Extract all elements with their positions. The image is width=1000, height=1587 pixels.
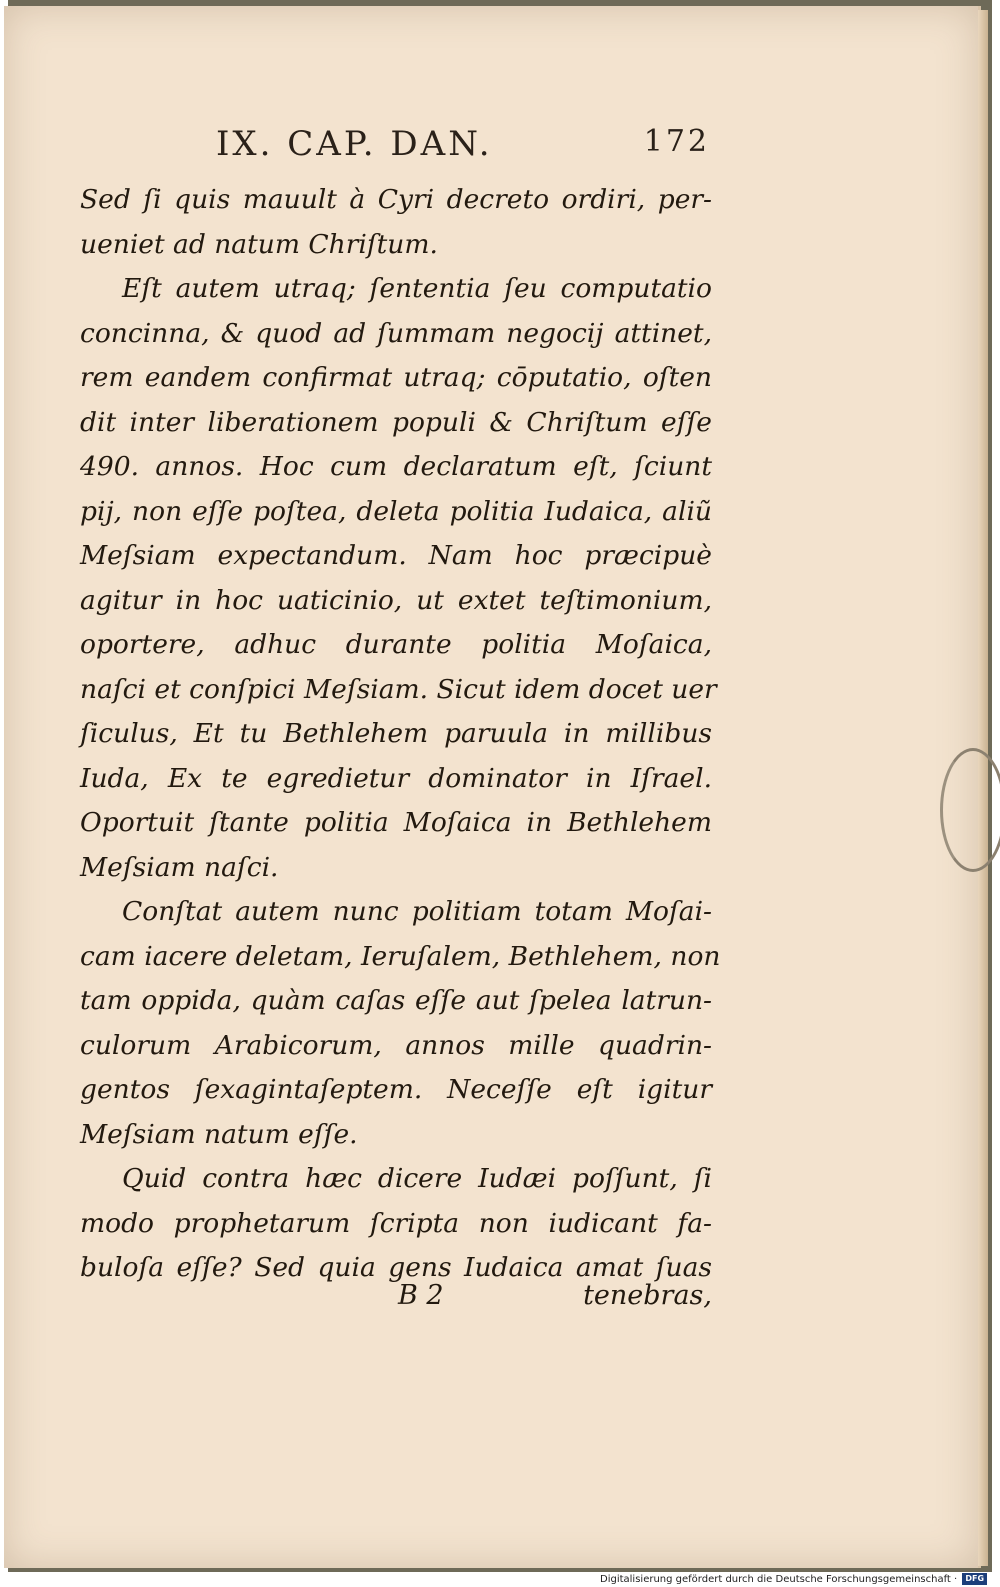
text-line: buloſa eſſe? Sed quia gens Iudaica amat ſuas [80, 1252, 712, 1283]
text-line: Meſsiam naſci. [80, 851, 279, 883]
running-head [80, 124, 710, 174]
text-line: Meſsiam natum eſſe. [80, 1118, 358, 1150]
text-line: Sed ſi quis mauult à Cyri decreto ordiri, per- [80, 184, 712, 215]
text-line: agitur in hoc uaticinio, ut extet teſtimonium, [80, 584, 712, 616]
book-clasp [940, 748, 1000, 872]
body-text [80, 178, 721, 1291]
catchword: tenebras, [583, 1280, 712, 1311]
folio-number: 172 [643, 124, 710, 159]
text-line: Quid contra hæc dicere Iudæi poſſunt, ſi [122, 1163, 712, 1194]
text-line: ueniet ad natum Chriſtum. [80, 228, 438, 260]
text-line: concinna, & quod ad ſummam negocij attinet, [80, 317, 712, 349]
page-footer [80, 1280, 712, 1320]
credit-text: Digitalisierung gefördert durch die Deutsche Forschungsgemeinschaft · [600, 1574, 958, 1585]
text-line: naſci et conſpici Meſsiam. Sicut idem docet uer [80, 673, 717, 705]
text-line: oportere, adhuc durante politia Moſaica, [80, 629, 712, 660]
text-line: Meſsiam expectandum. Nam hoc præcipuè [80, 540, 712, 571]
text-line: dit inter liberationem populi & Chriſtum eſſe [80, 406, 712, 438]
running-title: IX. CAP. DAN. [216, 124, 493, 164]
text-line: Iuda, Ex te egredietur dominator in Iſrael. [80, 762, 712, 794]
text-line: tam oppida, quàm caſas eſſe aut ſpelea latrun- [80, 985, 712, 1016]
text-line: modo prophetarum ſcripta non iudicant fa- [80, 1207, 712, 1239]
text-line: ſiculus, Et tu Bethlehem paruula in millibus [80, 718, 712, 749]
text-line: Conſtat autem nunc politiam totam Moſai- [122, 896, 712, 927]
text-line: 490. annos. Hoc cum declaratum eſt, ſciunt [80, 451, 712, 482]
text-line: Eſt autem utraq; ſententia ſeu computatio [122, 273, 712, 304]
text-line: rem eandem confirmat utraq; cōputatio, oſten [80, 362, 712, 393]
text-line: cam iacere deletam, Ieruſalem, Bethlehem, non [80, 940, 721, 972]
text-line: gentos ſexagintaſeptem. Neceſſe eſt igitur [80, 1074, 712, 1105]
digitization-credit [600, 1572, 1000, 1587]
text-line: Oportuit ſtante politia Moſaica in Bethlehem [80, 807, 712, 838]
text-line: culorum Arabicorum, annos mille quadrin- [80, 1029, 712, 1061]
text-line: pij, non eſſe poſtea, deleta politia Iudaica, aliũ [80, 495, 712, 527]
dfg-logo-icon: DFG [962, 1573, 987, 1585]
signature-mark: B 2 [398, 1280, 444, 1311]
